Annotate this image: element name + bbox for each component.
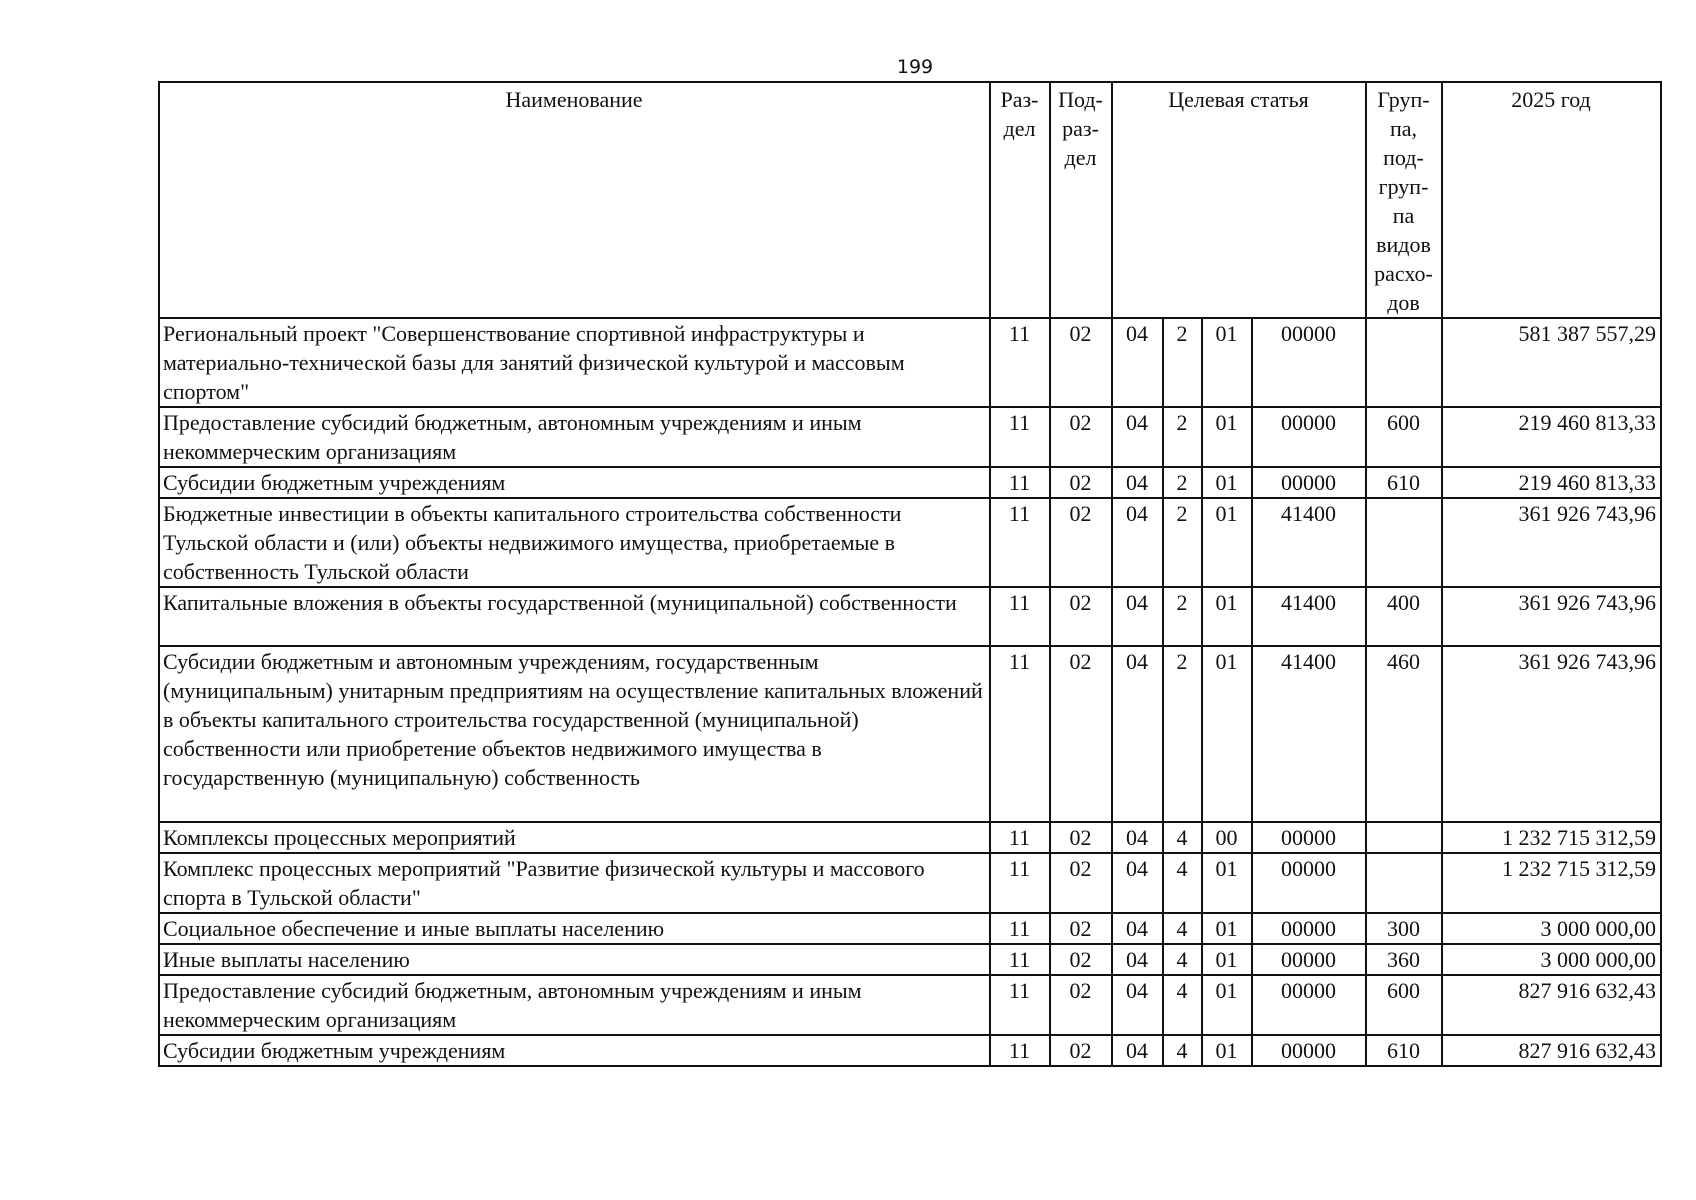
table-row: [159, 467, 1661, 498]
row-name: Субсидии бюджетным учреждениям: [159, 1035, 990, 1066]
row-target-program: 04: [1112, 318, 1163, 407]
row-target-program: 04: [1112, 587, 1163, 646]
header-group: Груп- па, под- груп- па видов расхо- дов: [1366, 82, 1442, 318]
row-amount: 361 926 743,96: [1442, 587, 1661, 646]
row-expense-group: [1366, 853, 1442, 913]
row-amount: 361 926 743,96: [1442, 498, 1661, 587]
row-target-element: 01: [1202, 1035, 1252, 1066]
row-name: Социальное обеспечение и иные выплаты населению: [159, 913, 990, 944]
row-target-type: 4: [1163, 975, 1202, 1035]
page-number: 199: [896, 56, 934, 78]
row-section: 11: [990, 498, 1050, 587]
row-target-element: 01: [1202, 407, 1252, 467]
row-subsection: 02: [1050, 318, 1112, 407]
row-amount: 219 460 813,33: [1442, 467, 1661, 498]
row-target-direction: 00000: [1252, 407, 1366, 467]
row-target-type: 4: [1163, 1035, 1202, 1066]
row-amount: 827 916 632,43: [1442, 975, 1661, 1035]
row-target-direction: 00000: [1252, 318, 1366, 407]
row-name: Капитальные вложения в объекты государственной (муниципальной) собственности: [159, 587, 990, 646]
row-subsection: 02: [1050, 498, 1112, 587]
row-subsection: 02: [1050, 913, 1112, 944]
row-target-element: 01: [1202, 975, 1252, 1035]
row-subsection: 02: [1050, 646, 1112, 822]
row-expense-group: 600: [1366, 407, 1442, 467]
table-row: [159, 407, 1661, 467]
row-subsection: 02: [1050, 975, 1112, 1035]
row-target-element: 01: [1202, 646, 1252, 822]
row-name: Субсидии бюджетным учреждениям: [159, 467, 990, 498]
row-target-direction: 00000: [1252, 913, 1366, 944]
row-name: Бюджетные инвестиции в объекты капитального строительства собственности Тульской области и (или) объекты недвижимого имущества, приобретаемые в собственность Тульской области: [159, 498, 990, 587]
row-name: Субсидии бюджетным и автономным учреждениям, государственным (муниципальным) унитарным предприятиям на осуществление капитальных вложений в объекты капитального строительства государственной (муниципальной) собственности или приобретение объектов недвижимого имущества в государственную (муниципальную) собственность: [159, 646, 990, 822]
row-target-program: 04: [1112, 498, 1163, 587]
row-target-element: 01: [1202, 498, 1252, 587]
row-name: Иные выплаты населению: [159, 944, 990, 975]
row-section: 11: [990, 407, 1050, 467]
row-target-type: 2: [1163, 646, 1202, 822]
row-target-type: 4: [1163, 853, 1202, 913]
row-target-type: 2: [1163, 498, 1202, 587]
row-target-program: 04: [1112, 1035, 1163, 1066]
row-name: Региональный проект "Совершенствование спортивной инфраструктуры и материально-технической базы для занятий физической культурой и массовым спортом": [159, 318, 990, 407]
row-name: Предоставление субсидий бюджетным, автономным учреждениям и иным некоммерческим организациям: [159, 975, 990, 1035]
row-target-program: 04: [1112, 853, 1163, 913]
row-amount: 827 916 632,43: [1442, 1035, 1661, 1066]
row-section: 11: [990, 467, 1050, 498]
row-target-direction: 41400: [1252, 646, 1366, 822]
budget-table: [158, 81, 1662, 1067]
row-target-program: 04: [1112, 944, 1163, 975]
table-row: [159, 1035, 1661, 1066]
row-section: 11: [990, 1035, 1050, 1066]
row-expense-group: 400: [1366, 587, 1442, 646]
row-target-program: 04: [1112, 913, 1163, 944]
row-amount: 3 000 000,00: [1442, 913, 1661, 944]
row-subsection: 02: [1050, 407, 1112, 467]
row-target-element: 01: [1202, 944, 1252, 975]
row-expense-group: [1366, 498, 1442, 587]
row-target-program: 04: [1112, 975, 1163, 1035]
row-name: Комплекс процессных мероприятий "Развитие физической культуры и массового спорта в Тульской области": [159, 853, 990, 913]
row-section: 11: [990, 646, 1050, 822]
row-expense-group: 300: [1366, 913, 1442, 944]
row-subsection: 02: [1050, 822, 1112, 853]
row-expense-group: [1366, 822, 1442, 853]
row-target-direction: 00000: [1252, 822, 1366, 853]
row-name: Комплексы процессных мероприятий: [159, 822, 990, 853]
row-target-direction: 00000: [1252, 467, 1366, 498]
row-target-element: 01: [1202, 318, 1252, 407]
row-target-element: 01: [1202, 853, 1252, 913]
row-expense-group: 610: [1366, 1035, 1442, 1066]
row-section: 11: [990, 822, 1050, 853]
row-target-direction: 00000: [1252, 1035, 1366, 1066]
table-row: [159, 587, 1661, 646]
table-row: [159, 944, 1661, 975]
row-section: 11: [990, 975, 1050, 1035]
row-target-program: 04: [1112, 407, 1163, 467]
row-target-direction: 41400: [1252, 498, 1366, 587]
table-row: [159, 913, 1661, 944]
table-row: [159, 853, 1661, 913]
table-row: [159, 318, 1661, 407]
row-target-direction: 00000: [1252, 944, 1366, 975]
row-target-type: 2: [1163, 587, 1202, 646]
row-target-type: 4: [1163, 913, 1202, 944]
row-amount: 219 460 813,33: [1442, 407, 1661, 467]
row-subsection: 02: [1050, 853, 1112, 913]
row-target-program: 04: [1112, 646, 1163, 822]
header-subsection: Под- раз- дел: [1050, 82, 1112, 318]
row-section: 11: [990, 944, 1050, 975]
row-target-type: 4: [1163, 944, 1202, 975]
row-expense-group: 600: [1366, 975, 1442, 1035]
row-amount: 361 926 743,96: [1442, 646, 1661, 822]
header-name: Наименование: [159, 82, 990, 318]
row-subsection: 02: [1050, 944, 1112, 975]
row-subsection: 02: [1050, 467, 1112, 498]
row-target-element: 01: [1202, 913, 1252, 944]
row-expense-group: [1366, 318, 1442, 407]
table-row: [159, 822, 1661, 853]
row-target-type: 2: [1163, 318, 1202, 407]
table-row: [159, 498, 1661, 587]
row-section: 11: [990, 913, 1050, 944]
row-subsection: 02: [1050, 1035, 1112, 1066]
row-section: 11: [990, 318, 1050, 407]
row-section: 11: [990, 853, 1050, 913]
row-amount: 1 232 715 312,59: [1442, 822, 1661, 853]
row-target-program: 04: [1112, 822, 1163, 853]
header-section: Раз- дел: [990, 82, 1050, 318]
row-target-element: 01: [1202, 587, 1252, 646]
row-target-type: 2: [1163, 407, 1202, 467]
row-subsection: 02: [1050, 587, 1112, 646]
row-target-element: 00: [1202, 822, 1252, 853]
row-target-type: 2: [1163, 467, 1202, 498]
row-section: 11: [990, 587, 1050, 646]
row-target-program: 04: [1112, 467, 1163, 498]
row-expense-group: 360: [1366, 944, 1442, 975]
row-target-type: 4: [1163, 822, 1202, 853]
header-year: 2025 год: [1442, 82, 1661, 318]
row-amount: 581 387 557,29: [1442, 318, 1661, 407]
row-amount: 3 000 000,00: [1442, 944, 1661, 975]
row-target-element: 01: [1202, 467, 1252, 498]
row-name: Предоставление субсидий бюджетным, автономным учреждениям и иным некоммерческим организациям: [159, 407, 990, 467]
header-target: Целевая статья: [1112, 82, 1366, 318]
table-row: [159, 646, 1661, 822]
row-target-direction: 41400: [1252, 587, 1366, 646]
row-target-direction: 00000: [1252, 853, 1366, 913]
row-expense-group: 610: [1366, 467, 1442, 498]
row-expense-group: 460: [1366, 646, 1442, 822]
row-amount: 1 232 715 312,59: [1442, 853, 1661, 913]
row-target-direction: 00000: [1252, 975, 1366, 1035]
table-header-row: [159, 82, 1661, 318]
table-row: [159, 975, 1661, 1035]
